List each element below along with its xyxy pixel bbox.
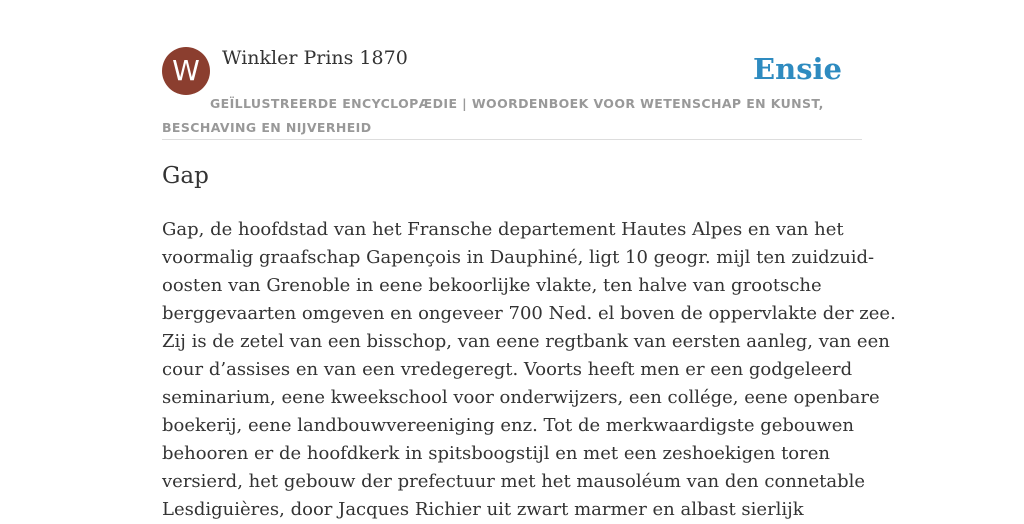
article-line: boekerij, eene landbouwvereeniging enz. Tot de merkwaardigste gebouwen: [162, 415, 854, 436]
source-subtitle: GEÏLLUSTREERDE ENCYCLOPÆDIE | WOORDENBOEK VOOR WETENSCHAP EN KUNST, BESCHAVING EN NIJVERHEID: [162, 96, 824, 135]
article-line: versierd, het gebouw der prefectuur met het mausoléum van den connetable: [162, 471, 866, 492]
article-line: Lesdiguières, door Jacques Richier uit zwart marmer en albast sierlijk: [162, 499, 804, 520]
article-line: behooren er de hoofdkerk in spitsboogstijl en met een zeshoekigen toren: [162, 443, 830, 464]
article-line: berggevaarten omgeven en ongeveer 700 Ned. el boven de oppervlakte der zee.: [162, 303, 896, 324]
article-line: voormalig graafschap Gapençois in Dauphiné, ligt 10 geogr. mijl ten zuidzuid-: [162, 247, 875, 268]
article-line: Zij is de zetel van een bisschop, van eene regtbank van eersten aanleg, van een: [162, 331, 890, 352]
source-avatar[interactable]: W: [162, 47, 210, 95]
article-line: seminarium, eene kweekschool voor onderwijzers, een collége, eene openbare: [162, 387, 880, 408]
article-body: [162, 216, 896, 524]
article-title: Gap: [162, 163, 209, 189]
article-line: oosten van Grenoble in eene bekoorlijke vlakte, ten halve van grootsche: [162, 275, 822, 296]
brand-logo[interactable]: Ensie: [753, 52, 842, 86]
article-line: cour d’assises en van een vredegeregt. Voorts heeft men er een godgeleerd: [162, 359, 853, 380]
source-title[interactable]: Winkler Prins 1870: [222, 47, 408, 69]
article-line: Gap, de hoofdstad van het Fransche departement Hautes Alpes en van het: [162, 219, 844, 240]
header: [162, 46, 862, 140]
